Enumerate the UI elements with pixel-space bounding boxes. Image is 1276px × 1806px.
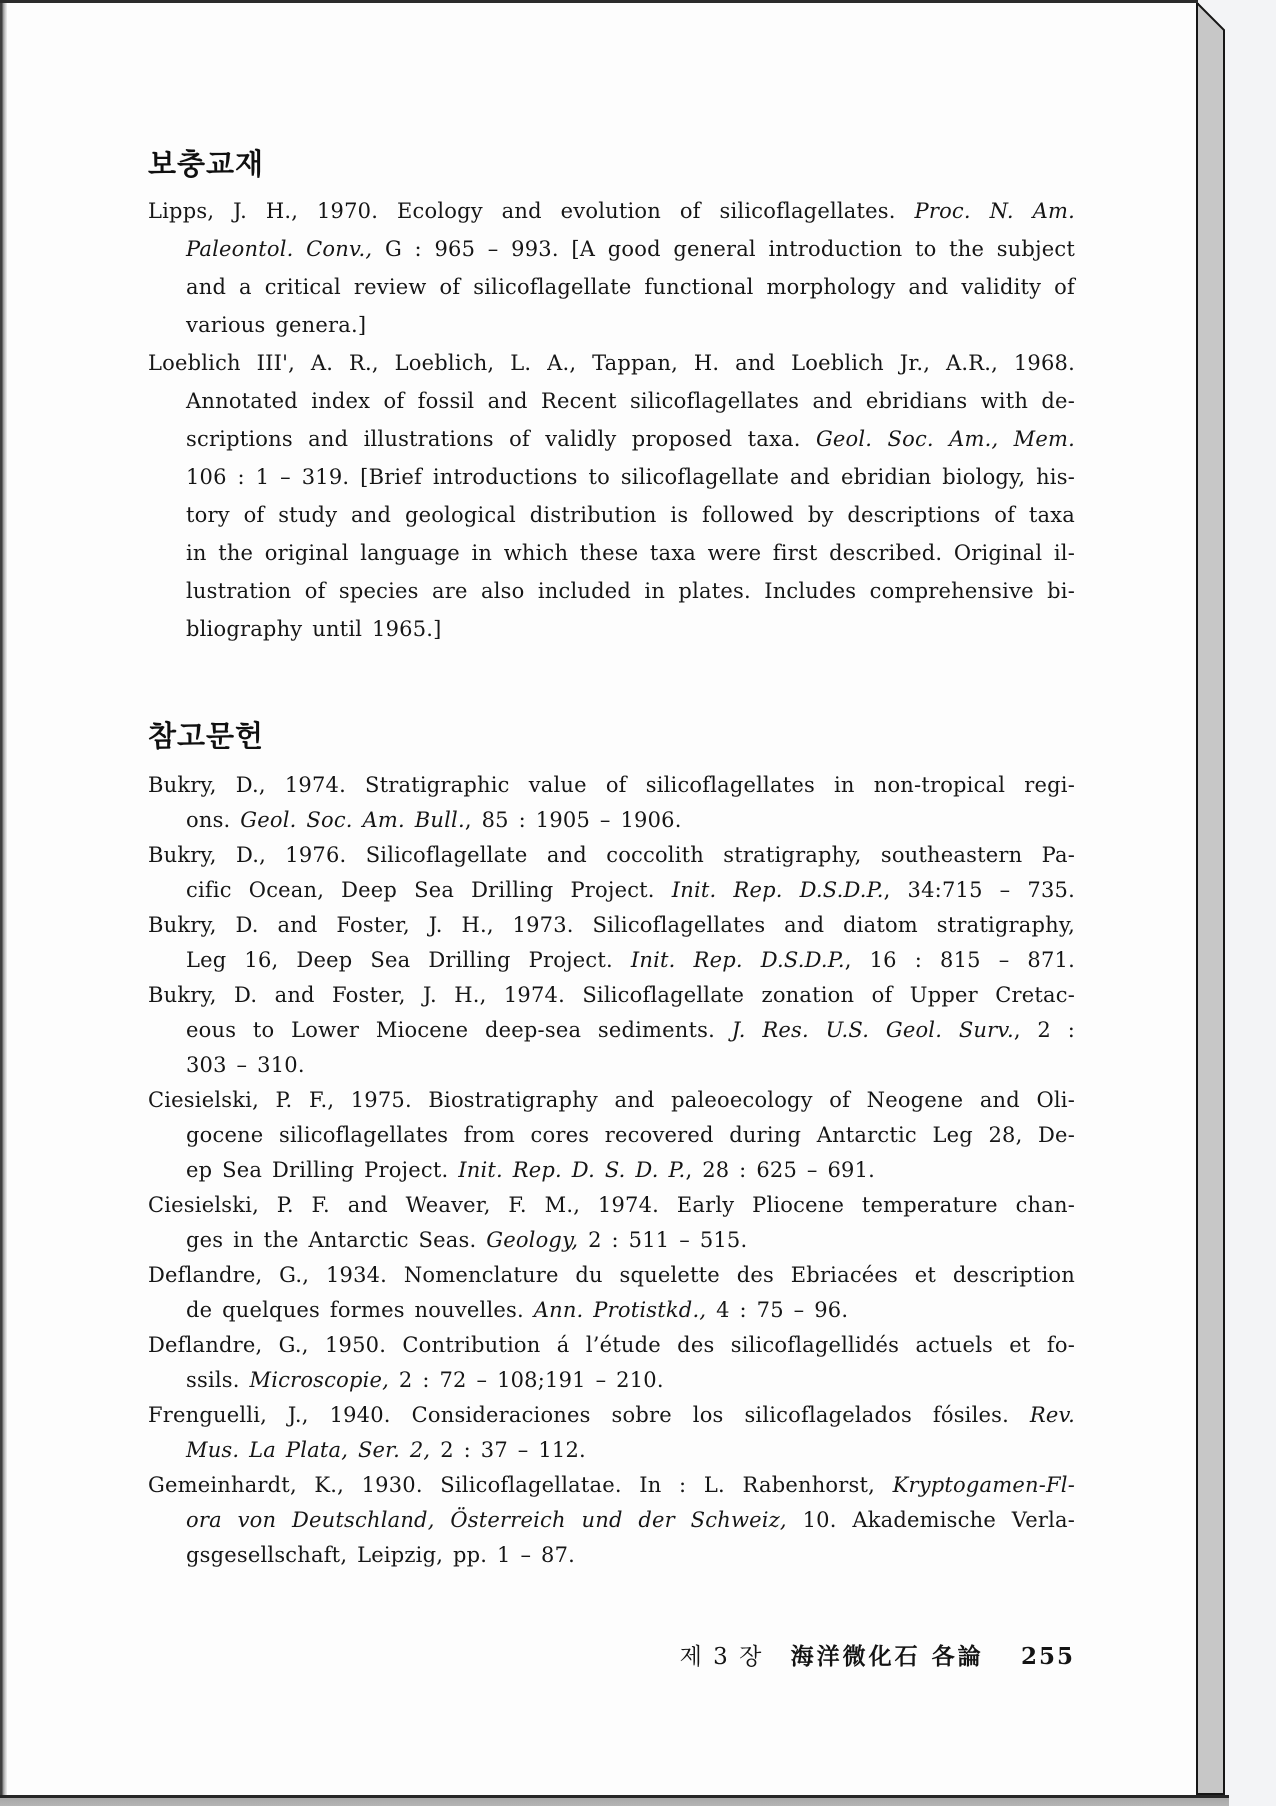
reference-line <box>148 1503 1075 1538</box>
reference-line <box>148 1293 1075 1328</box>
reference-line <box>148 1118 1075 1153</box>
reference-line <box>148 1258 1075 1293</box>
reference-text-run: Ciesielski, P. F. and Weaver, F. M., 1974. Early Pliocene temperature chan- <box>148 1193 1075 1217</box>
reference-line <box>148 1153 1075 1188</box>
reference-line <box>148 1048 1075 1083</box>
page-bottom-edge <box>0 1795 1229 1806</box>
reference-text-run: Bukry, D., 1974. Stratigraphic value of silicoflagellates in non-tropical regi- <box>148 773 1075 797</box>
reference-line <box>148 1433 1075 1468</box>
reference-journal-italic: Mus. La Plata, Ser. 2, <box>186 1438 431 1462</box>
reference-line <box>148 610 1075 648</box>
reference-journal-italic: Geol. Soc. Am. Bull. <box>240 808 465 832</box>
reference-text-run: , 28 : 625 – 691. <box>685 1158 876 1182</box>
reference-journal-italic: Kryptogamen-Fl- <box>892 1473 1075 1497</box>
reference-line <box>148 1188 1075 1223</box>
reference-journal-italic: Microscopie, <box>249 1368 390 1392</box>
reference-line <box>148 382 1075 420</box>
reference-text-run: and a critical review of silicoflagellate functional morphology and validity of <box>186 275 1075 299</box>
footer-page-number: 255 <box>1020 1643 1075 1670</box>
reference-line <box>148 1328 1075 1363</box>
reference-text-run: , 2 : <box>1013 1018 1075 1042</box>
reference-journal-italic: Paleontol. Conv., <box>186 237 373 261</box>
reference-text-run: Bukry, D., 1976. Silicoflagellate and coccolith stratigraphy, southeastern Pa- <box>148 843 1075 867</box>
reference-text-run: Frenguelli, J., 1940. Consideraciones sobre los silicoflagelados fósiles. <box>148 1403 1030 1427</box>
reference-text-run: 303 – 310. <box>186 1053 305 1077</box>
reference-text-run: , 16 : 815 – 871. <box>844 948 1075 972</box>
reference-list-supplementary <box>148 192 1075 648</box>
reference-text-run: de quelques formes nouvelles. <box>186 1298 534 1322</box>
reference-text-run: lustration of species are also included in plates. Includes comprehensive bi- <box>186 579 1075 603</box>
reference-line <box>148 873 1075 908</box>
reference-line <box>148 838 1075 873</box>
reference-text-run: bliography until 1965.] <box>186 617 442 641</box>
reference-line <box>148 572 1075 610</box>
reference-journal-italic: Proc. N. Am. <box>914 199 1075 223</box>
reference-line <box>148 230 1075 268</box>
reference-text-run: G : 965 – 993. [A good general introduction to the subject <box>372 237 1075 261</box>
reference-text-run: gsgesellschaft, Leipzig, pp. 1 – 87. <box>186 1543 576 1567</box>
reference-line <box>148 908 1075 943</box>
reference-journal-italic: Init. Rep. D.S.D.P. <box>671 878 884 902</box>
reference-line <box>148 420 1075 458</box>
reference-text-run: Deflandre, G., 1934. Nomenclature du squelette des Ebriacées et description <box>148 1263 1075 1287</box>
reference-text-run: 106 : 1 – 319. [Brief introductions to silicoflagellate and ebridian biology, his- <box>186 465 1075 489</box>
reference-text-run: Leg 16, Deep Sea Drilling Project. <box>186 948 631 972</box>
reference-line <box>148 1363 1075 1398</box>
reference-journal-italic: J. Res. U.S. Geol. Surv. <box>731 1018 1014 1042</box>
section-heading-supplementary: 보충교재 <box>148 147 265 181</box>
reference-line <box>148 768 1075 803</box>
reference-text-run: Loeblich III', A. R., Loeblich, L. A., Tappan, H. and Loeblich Jr., A.R., 1968. <box>148 351 1075 375</box>
reference-journal-italic: ora von Deutschland, Österreich und der Schweiz, <box>186 1508 787 1532</box>
reference-text-run: Ciesielski, P. F., 1975. Biostratigraphy and paleoecology of Neogene and Oli- <box>148 1088 1075 1112</box>
reference-list-references <box>148 768 1075 1573</box>
reference-text-run: Bukry, D. and Foster, J. H., 1973. Silicoflagellates and diatom stratigraphy, <box>148 913 1075 937</box>
reference-line <box>148 458 1075 496</box>
reference-journal-italic: Init. Rep. D. S. D. P. <box>458 1158 686 1182</box>
reference-text-run: Bukry, D. and Foster, J. H., 1974. Silicoflagellate zonation of Upper Cretac- <box>148 983 1075 1007</box>
footer-chapter-label: 제 3 장 <box>679 1644 764 1670</box>
reference-text-run: Lipps, J. H., 1970. Ecology and evolution of silicoflagellates. <box>148 199 915 223</box>
reference-text-run: , 85 : 1905 – 1906. <box>464 808 682 832</box>
book-binding-edge <box>0 0 7 1797</box>
reference-line <box>148 496 1075 534</box>
reference-journal-italic: Init. Rep. D.S.D.P. <box>630 948 845 972</box>
reference-journal-italic: Geology, <box>486 1228 579 1252</box>
reference-text-run: , 34:715 – 735. <box>883 878 1075 902</box>
section-references <box>148 718 1075 1573</box>
reference-journal-italic: Ann. Protistkd., <box>533 1298 707 1322</box>
reference-line <box>148 943 1075 978</box>
reference-text-run: 2 : 511 – 515. <box>578 1228 748 1252</box>
reference-text-run: 4 : 75 – 96. <box>706 1298 849 1322</box>
reference-text-run: Annotated index of fossil and Recent silicoflagellates and ebridians with de- <box>186 389 1075 413</box>
page-footer <box>148 1642 1075 1672</box>
reference-line <box>148 978 1075 1013</box>
reference-line <box>148 306 1075 344</box>
reference-line <box>148 803 1075 838</box>
reference-text-run: 10. Akademische Verla- <box>786 1508 1075 1532</box>
reference-text-run: various genera.] <box>186 313 367 337</box>
reference-line <box>148 534 1075 572</box>
reference-line <box>148 268 1075 306</box>
reference-text-run: tory of study and geological distribution is followed by descriptions of taxa <box>186 503 1075 527</box>
reference-text-run: 2 : 37 – 112. <box>430 1438 586 1462</box>
reference-text-run: 2 : 72 – 108;191 – 210. <box>389 1368 664 1392</box>
reference-line <box>148 344 1075 382</box>
footer-chapter-title: 海洋微化石 各論 <box>790 1643 984 1670</box>
reference-text-run: cific Ocean, Deep Sea Drilling Project. <box>186 878 672 902</box>
reference-text-run: Gemeinhardt, K., 1930. Silicoflagellatae. In : L. Rabenhorst, <box>148 1473 893 1497</box>
reference-journal-italic: Geol. Soc. Am., Mem. <box>815 427 1075 451</box>
reference-line <box>148 1468 1075 1503</box>
reference-journal-italic: Rev. <box>1029 1403 1075 1427</box>
reference-text-run: eous to Lower Miocene deep-sea sediments. <box>186 1018 732 1042</box>
reference-line <box>148 1538 1075 1573</box>
reference-line <box>148 1083 1075 1118</box>
reference-line <box>148 1013 1075 1048</box>
page-stack-edge <box>1195 0 1230 1806</box>
page-top-border <box>0 0 1198 3</box>
reference-text-run: Deflandre, G., 1950. Contribution á l’étude des silicoflagellidés actuels et fo- <box>148 1333 1075 1357</box>
reference-text-run: ep Sea Drilling Project. <box>186 1158 459 1182</box>
section-heading-references: 참고문헌 <box>148 719 265 753</box>
reference-line <box>148 1398 1075 1433</box>
section-supplementary-readings <box>148 146 1075 648</box>
reference-text-run: ons. <box>186 808 241 832</box>
reference-text-run: scriptions and illustrations of validly proposed taxa. <box>186 427 816 451</box>
reference-line <box>148 192 1075 230</box>
reference-text-run: gocene silicoflagellates from cores recovered during Antarctic Leg 28, De- <box>186 1123 1075 1147</box>
reference-text-run: ssils. <box>186 1368 250 1392</box>
reference-text-run: in the original language in which these taxa were first described. Original il- <box>186 541 1075 565</box>
reference-text-run: ges in the Antarctic Seas. <box>186 1228 487 1252</box>
reference-line <box>148 1223 1075 1258</box>
page-stack-edge-shape <box>1197 3 1224 1794</box>
